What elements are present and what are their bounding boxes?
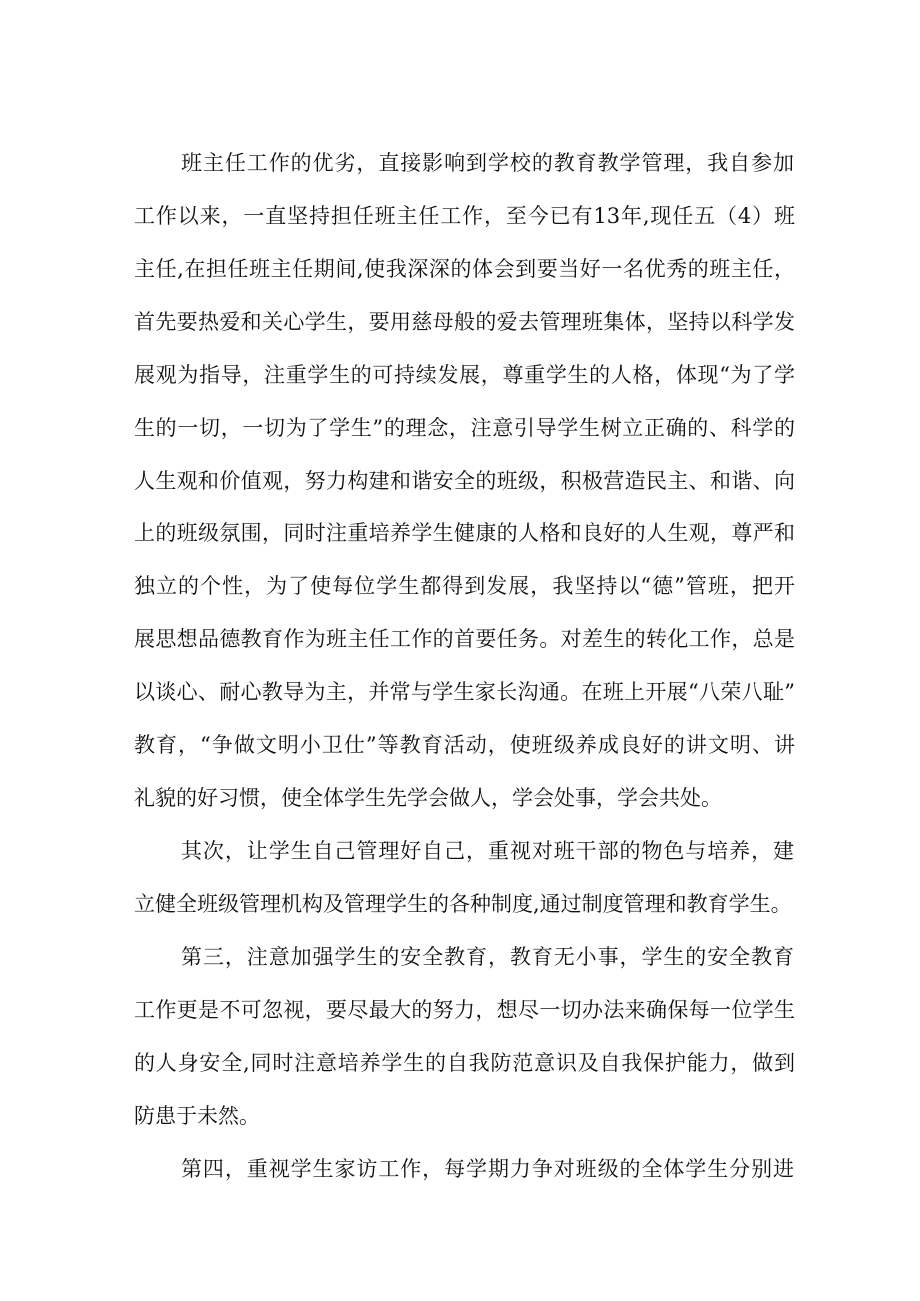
paragraph-line: 防患于未然。 (134, 1104, 260, 1128)
paragraph-line: 第四，重视学生家访工作，每学期力争对班级的全体学生分别进 (181, 1157, 794, 1181)
paragraph-line: 以谈心、耐心教导为主，并常与学生家长沟通。在班上开展“八荣八耻” (134, 680, 795, 704)
paragraph-line: 的人身安全,同时注意培养学生的自我防范意识及自我保护能力，做到 (134, 1051, 795, 1075)
paragraph-line: 其次，让学生自己管理好自己，重视对班干部的物色与培养，建 (181, 839, 794, 863)
paragraph-line: 上的班级氛围，同时注重培养学生健康的人格和良好的人生观，尊严和 (134, 521, 795, 545)
paragraph-line: 展观为指导，注重学生的可持续发展，尊重学生的人格，体现“为了学 (134, 363, 795, 387)
paragraph-line: 礼貌的好习惯，使全体学生先学会做人，学会处事，学会共处。 (134, 786, 722, 810)
paragraph-line: 立健全班级管理机构及管理学生的各种制度,通过制度管理和教育学生。 (134, 892, 792, 916)
paragraph-line: 人生观和价值观，努力构建和谐安全的班级，积极营造民主、和谐、向 (134, 469, 795, 493)
paragraph-line: 首先要热爱和关心学生，要用慈母般的爱去管理班集体，坚持以科学发 (134, 310, 795, 334)
paragraph-line: 班主任工作的优劣，直接影响到学校的教育教学管理，我自参加 (181, 151, 794, 175)
paragraph-line: 工作以来，一直坚持担任班主任工作，至今已有13年,现任五（4）班 (134, 204, 795, 228)
paragraph-line: 教育，“争做文明小卫仕”等教育活动，使班级养成良好的讲文明、讲 (134, 733, 795, 757)
paragraph-line: 独立的个性，为了使每位学生都得到发展，我坚持以“德”管班，把开 (134, 574, 795, 598)
paragraph-line: 生的一切，一切为了学生”的理念，注意引导学生树立正确的、科学的 (134, 416, 795, 440)
paragraph-line: 第三，注意加强学生的安全教育，教育无小事，学生的安全教育 (181, 945, 794, 969)
paragraph-line: 工作更是不可忽视，要尽最大的努力，想尽一切办法来确保每一位学生 (134, 998, 795, 1022)
paragraph-line: 主任,在担任班主任期间,使我深深的体会到要当好一名优秀的班主任， (134, 257, 795, 281)
paragraph-line: 展思想品德教育作为班主任工作的首要任务。对差生的转化工作，总是 (134, 627, 795, 651)
